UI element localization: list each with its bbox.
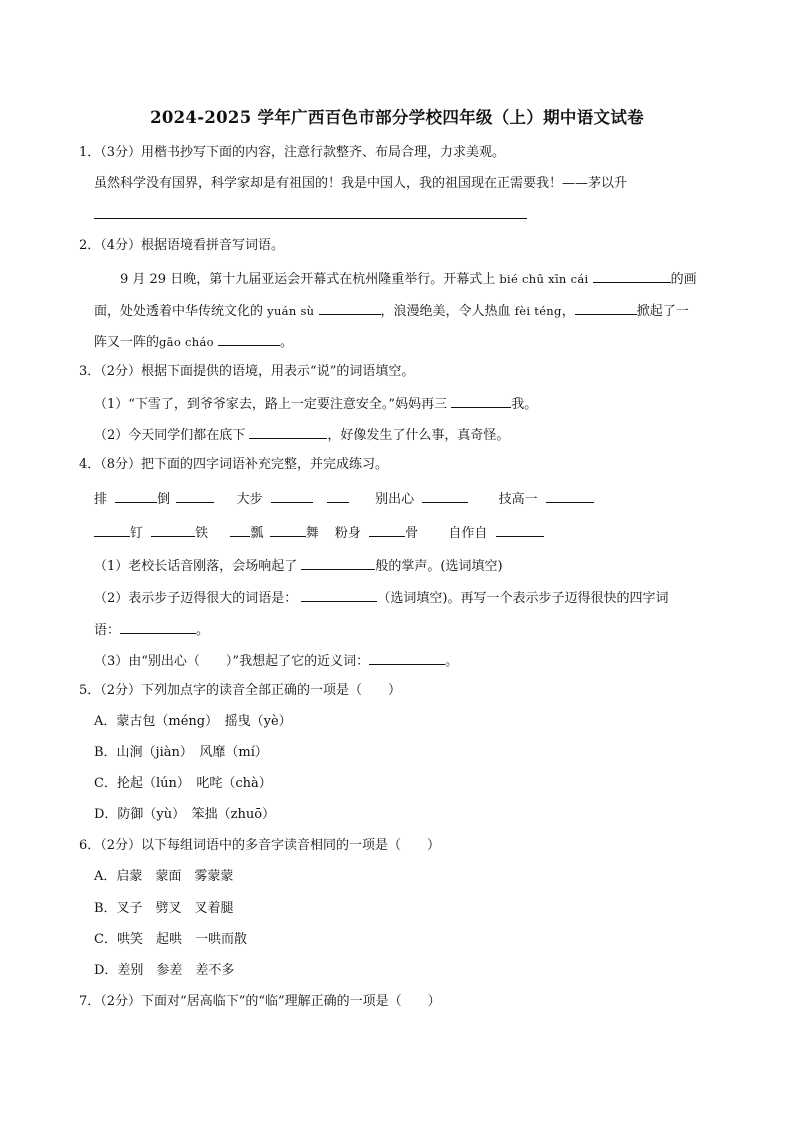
q2-line-3	[94, 331, 293, 351]
q3-sub-1	[94, 393, 537, 413]
q2-text: 阵又一阵的	[94, 335, 160, 350]
answer-blank[interactable]	[151, 522, 195, 537]
q6-option-c[interactable]: C．哄笑 起哄 一哄而散	[94, 932, 247, 947]
pinyin-hint: gāo cháo	[159, 335, 214, 349]
answer-blank[interactable]	[319, 300, 381, 315]
q3-text: ，好像发生了什么事，真奇怪。	[327, 428, 510, 443]
q4-sub-2-cont	[94, 619, 209, 639]
answer-blank[interactable]	[575, 300, 637, 315]
q2-text: 面，处处透着中华传统文化的	[94, 304, 264, 319]
q4-text: （3）由“别出心（ ）”我想起了它的近义词：	[94, 654, 370, 669]
answer-blank[interactable]	[301, 555, 375, 570]
idiom-char: 骨	[405, 526, 419, 541]
q1-text: 虽然科学没有国界，科学家却是有祖国的！我是中国人，我的祖国现在正需要我！——茅以升	[94, 176, 628, 191]
q4-sub-2	[94, 587, 669, 607]
q4-text: （2）表示步子迈得很大的词语是：	[94, 591, 298, 606]
q4-text: 。	[196, 623, 210, 638]
idiom-char: 倒	[157, 492, 171, 507]
q5-option-d[interactable]: D．防御（yù） 笨拙（zhuō）	[94, 807, 276, 822]
q3-text: 我。	[511, 397, 538, 412]
answer-blank[interactable]	[271, 488, 313, 503]
answer-blank[interactable]	[230, 522, 250, 537]
q5-option-c[interactable]: C．抡起（lún） 叱咤（chà）	[94, 776, 272, 791]
q1-writing-line[interactable]	[94, 218, 527, 219]
q6-option-a[interactable]: A．启蒙 蒙面 雾蒙蒙	[94, 869, 234, 884]
idiom-char: 大步	[236, 492, 263, 507]
answer-blank[interactable]	[301, 587, 377, 602]
q5-option-b[interactable]: B．山涧（jiàn） 风靡（mí）	[94, 745, 268, 760]
q4-text: 般的掌声。(选词填空)	[375, 559, 503, 574]
q2-text: 9 月 29 日晚，第十九届亚运会开幕式在杭州隆重举行。开幕式上	[120, 272, 496, 287]
idiom-char: 技高一	[498, 492, 538, 507]
q3-text: （2）今天同学们都在底下	[94, 428, 246, 443]
pinyin-hint: yuán sù	[267, 304, 315, 318]
answer-blank[interactable]	[546, 488, 594, 503]
answer-blank[interactable]	[451, 393, 511, 408]
idiom-char: 粉身	[334, 526, 361, 541]
q6-option-d[interactable]: D．差别 参差 差不多	[94, 963, 235, 978]
q2-text: ，	[561, 304, 575, 319]
q2-line-1	[120, 268, 697, 288]
q4-row-2	[94, 522, 544, 542]
answer-blank[interactable]	[176, 488, 214, 503]
answer-blank[interactable]	[249, 424, 327, 439]
q4-text: （1）老校长话音刚落，会场响起了	[94, 559, 298, 574]
answer-blank[interactable]	[115, 488, 157, 503]
answer-blank[interactable]	[94, 522, 130, 537]
q7-head: 7．（2分）下面对“居高临下”的“临”理解正确的一项是（ ）	[79, 994, 441, 1009]
answer-blank[interactable]	[496, 522, 544, 537]
q2-text: 。	[279, 335, 293, 350]
q5-option-a[interactable]: A．蒙古包（méng） 摇曳（yè）	[94, 714, 292, 729]
idiom-char: 瓢	[250, 526, 264, 541]
q6-head: 6．（2分）以下每组词语中的多音字读音相同的一项是（ ）	[79, 838, 441, 853]
answer-blank[interactable]	[218, 331, 280, 346]
q2-head: 2．（4分）根据语境看拼音写词语。	[79, 238, 285, 253]
pinyin-hint: bié chū xīn cái	[499, 272, 589, 286]
q2-text: 掀起了一	[636, 304, 689, 319]
q4-row-1	[94, 488, 594, 508]
idiom-char: 钉	[130, 526, 144, 541]
q3-head: 3．（2分）根据下面提供的语境，用表示“说”的词语填空。	[79, 364, 415, 379]
answer-blank[interactable]	[422, 488, 468, 503]
idiom-char: 铁	[195, 526, 209, 541]
q2-line-2	[94, 300, 689, 320]
q2-text: ，浪漫绝美，令人热血	[380, 304, 511, 319]
q4-sub-1	[94, 555, 503, 575]
q2-text: 的画	[670, 272, 697, 287]
answer-blank[interactable]	[120, 619, 196, 634]
answer-blank[interactable]	[270, 522, 306, 537]
q1-head: 1．（3分）用楷书抄写下面的内容，注意行款整齐、布局合理，力求美观。	[79, 145, 506, 160]
idiom-char: 排	[94, 492, 108, 507]
idiom-char: 别出心	[375, 492, 415, 507]
q4-text: （选词填空)。再写一个表示步子迈得很快的四字词	[377, 591, 669, 606]
q3-text: （1）“下雪了，到爷爷家去，路上一定要注意安全。”妈妈再三	[94, 397, 448, 412]
q3-sub-2	[94, 424, 509, 444]
page-title: 2024-2025 学年广西百色市部分学校四年级（上）期中语文试卷	[150, 108, 644, 127]
idiom-char: 舞	[305, 526, 319, 541]
q6-option-b[interactable]: B．叉子 劈叉 叉着腿	[94, 901, 234, 916]
answer-blank[interactable]	[369, 522, 405, 537]
answer-blank[interactable]	[593, 268, 671, 283]
q4-text: 语：	[94, 623, 121, 638]
q4-sub-3	[94, 650, 458, 670]
idiom-char: 自作自	[448, 526, 488, 541]
answer-blank[interactable]	[369, 650, 445, 665]
q5-head: 5．（2分）下列加点字的读音全部正确的一项是（ ）	[79, 683, 402, 698]
q4-text: 。	[445, 654, 459, 669]
pinyin-hint: fèi téng	[514, 304, 562, 318]
answer-blank[interactable]	[327, 488, 349, 503]
q4-head: 4．（8分）把下面的四字词语补充完整，并完成练习。	[79, 457, 389, 472]
